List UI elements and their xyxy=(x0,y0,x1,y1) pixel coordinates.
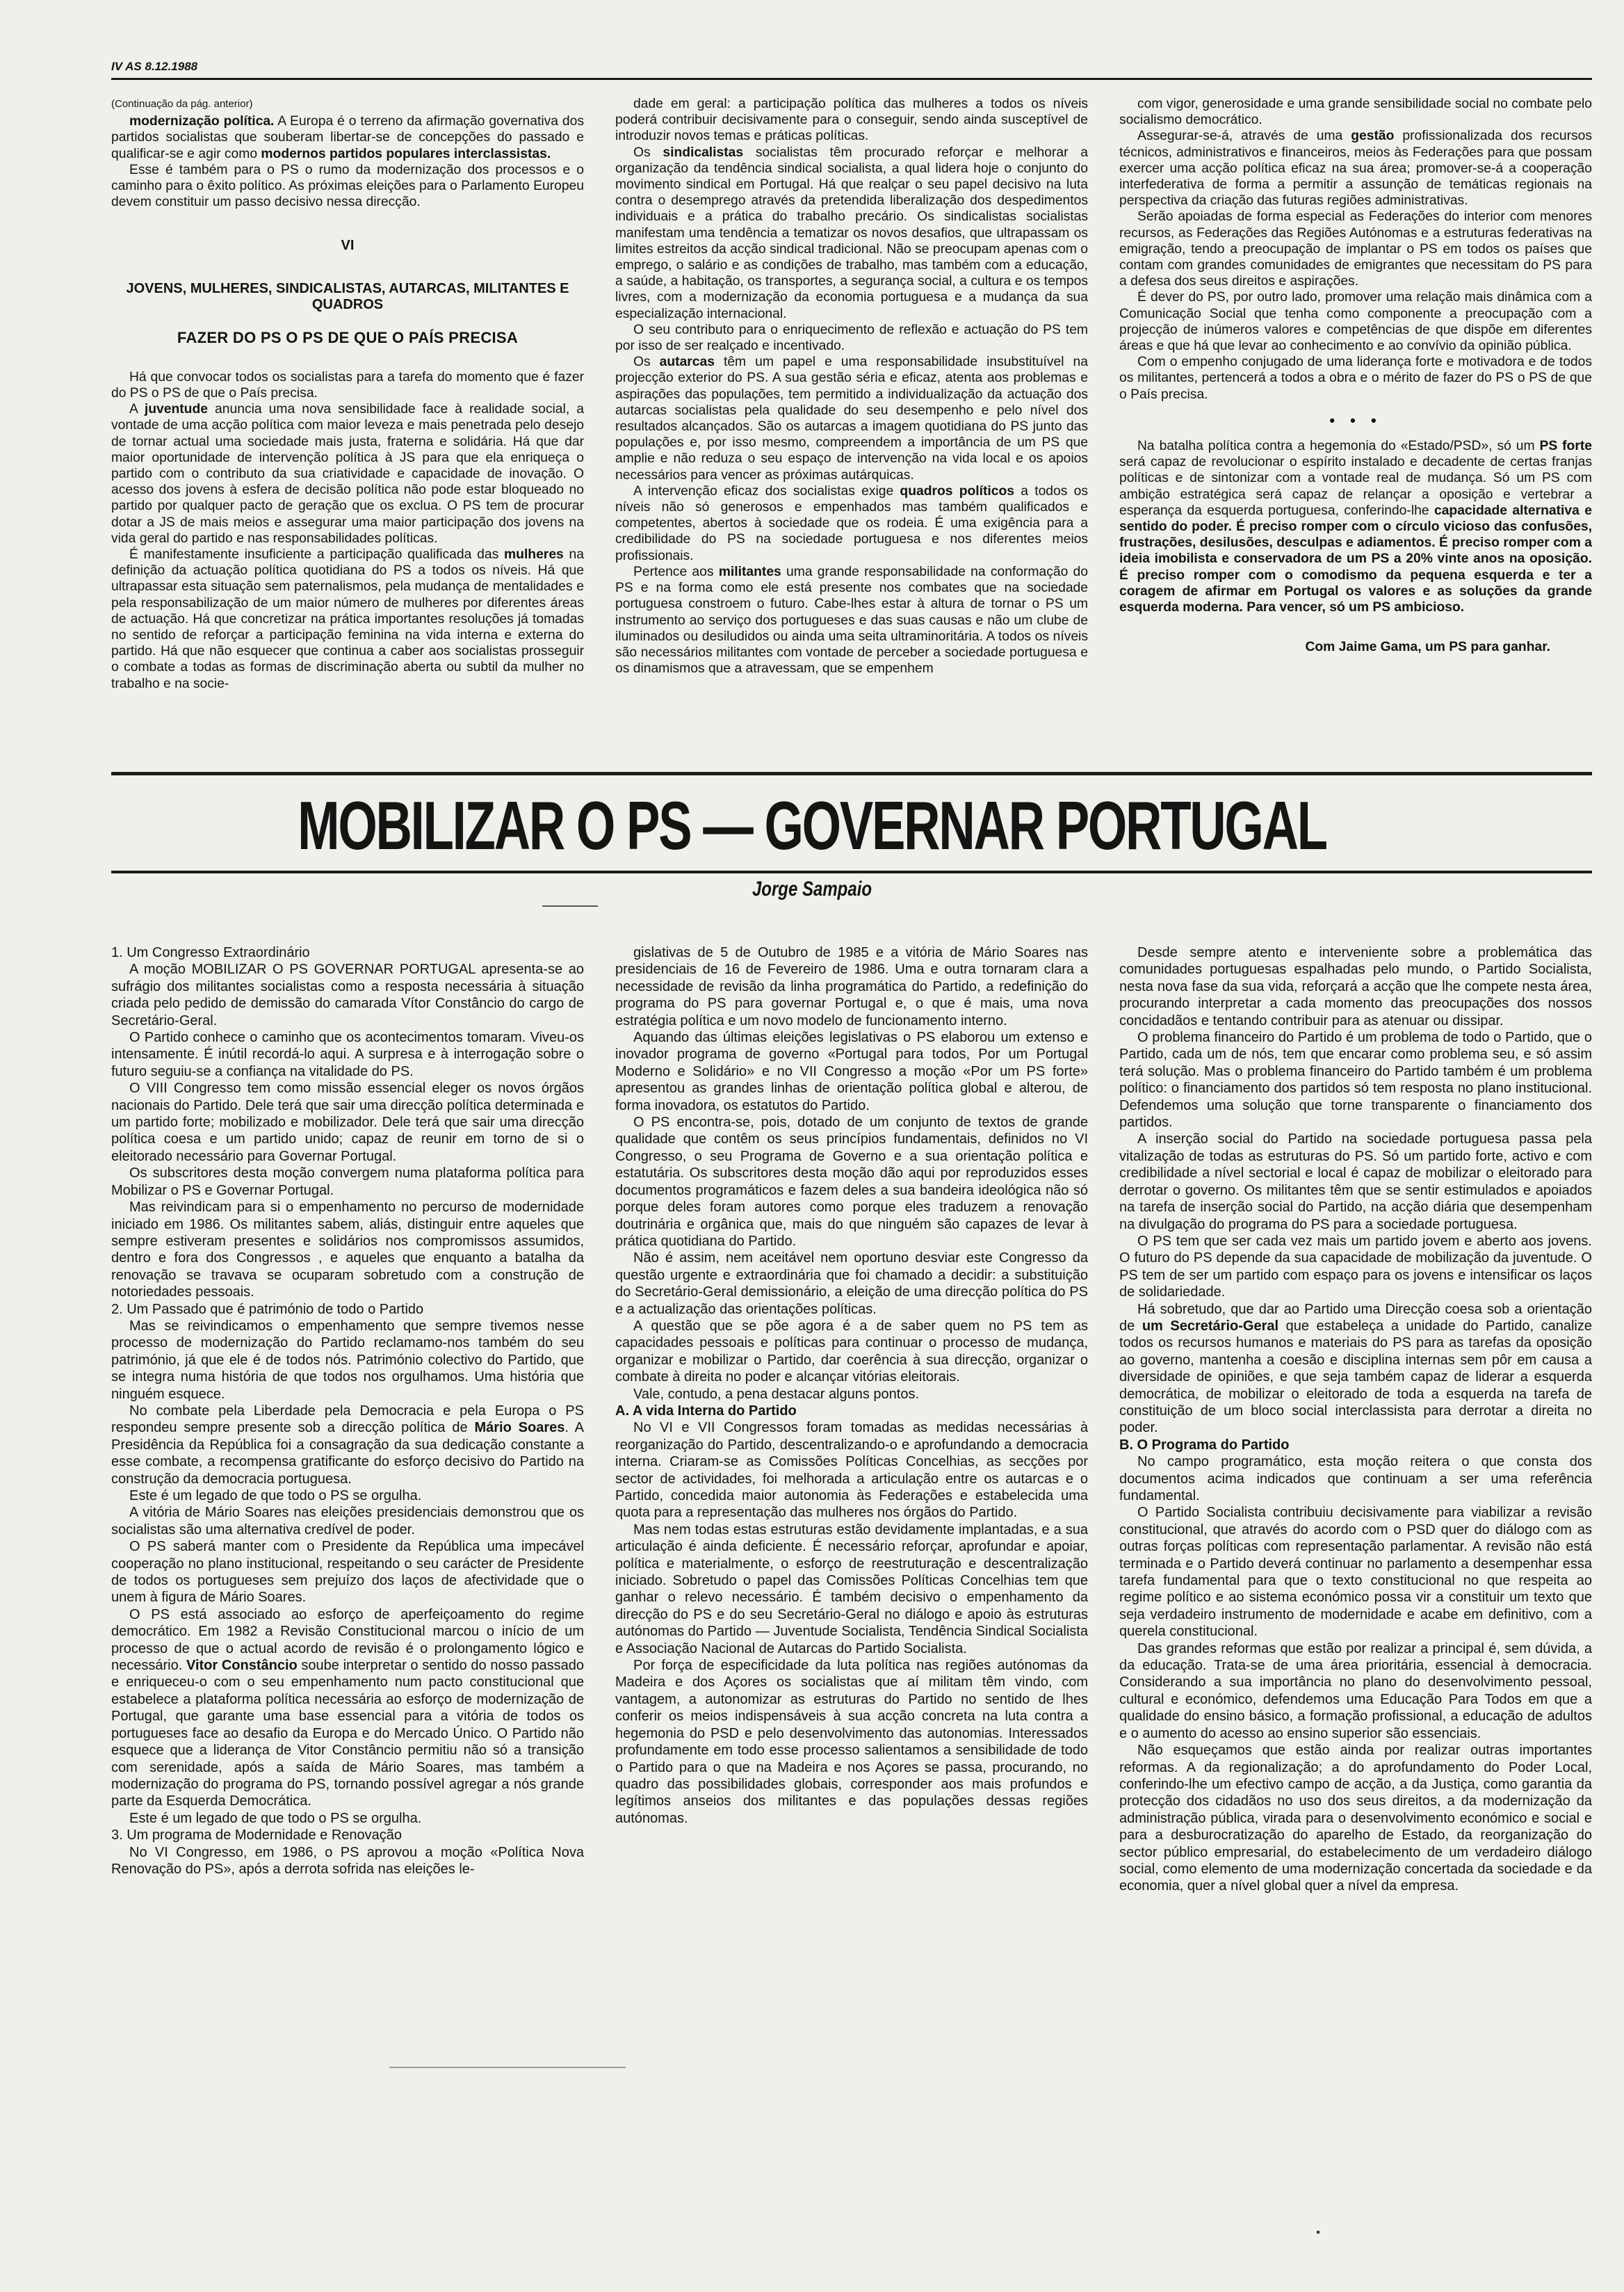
top-col3b-paragraphs xyxy=(1119,438,1592,615)
paragraph: No VI e VII Congressos foram tomadas as medidas necessárias à reorganização do Partido, descentralizando-o e aprofundando a democracia interna. Criaram-se as Comissões Políticas Concelhias, as secções por sector de actividades, foi melhorada a articulação entre os autarcas e o Partido, concedida maior autonomia às Federações e estabelecida uma quota para a representação das mulheres nos órgãos do Partido. xyxy=(615,1420,1088,1521)
bottom-col2-paragraphs xyxy=(615,944,1088,1827)
paragraph: Mas se reivindicamos o empenhamento que sempre tivemos nesse processo de modernização do Partido reclamamo-nos também do seu património, já que ele é de todos nós. Património colectivo do Partido, que se integra numa história de que todos nos orgulhamos. Uma história que ninguém esquece. xyxy=(111,1318,584,1402)
paragraph: É manifestamente insuficiente a participação qualificada das mulheres na definição da actuação política quotidiana do PS a todos os níveis. Há que ultrapassar esta situação sem paternalismos, pela mudança de mentalidades e pela responsabilização de um maior número de mulheres por diferentes áreas de actuação. Há que concretizar na prática importantes resoluções já tomadas no sentido de reforçar a participação feminina na vida interna e externa do partido. Há que não esquecer que continua a caber aos socialistas prosseguir o combate a todas as formas de discriminação aberta ou subtil da mulher no trabalho e na socie- xyxy=(111,547,584,691)
paragraph: A intervenção eficaz dos socialistas exige quadros políticos a todos os níveis não só generosos e empenhados mas também qualificados e competentes, abertos à sociedade que os rodeia. É uma exigência para a credibilidade do PS na sociedade portuguesa e nos diferentes meios profissionais. xyxy=(615,483,1088,563)
paragraph: Não é assim, nem aceitável nem oportuno desviar este Congresso da questão urgente e extraordinária que foi chamado a decidir: a substituição do Secretário-Geral demissionário, a eleição de uma direcção política do PS e a actualização das orientações políticas. xyxy=(615,1250,1088,1317)
paragraph: Na batalha política contra a hegemonia do «Estado/PSD», só um PS forte será capaz de revolucionar o espírito instalado e decadente de certas franjas políticas e de sintonizar com a vontade real de mudança. Só um PS com ambição estratégica será capaz de relançar a oposição e vertebrar a esperança da esquerda portuguesa, conferindo-lhe capacidade alternativa e sentido do poder. É preciso romper com o círculo vicioso das confusões, frustrações, desilusões, desculpas e adiamentos. É preciso romper com a ideia imobilista e conservadora de um PS a 20% vinte anos na oposição. É preciso romper com o comodismo da pequena esquerda e ter a coragem de afirmar em Portugal os valores e as soluções da grande esquerda moderna. Para vencer, só um PS ambicioso. xyxy=(1119,439,1592,615)
issue-header: IV AS 8.12.1988 xyxy=(111,60,198,73)
author-byline: Jorge Sampaio xyxy=(752,878,872,901)
paragraph: O Partido Socialista contribuiu decisivamente para viabilizar a revisão constitucional, que através do acordo com o PSD quer do diálogo com as outras forças políticas com representação parlamentar. A revisão não está terminada e o Partido deverá continuar no parlamento a desempenhar essa tarefa fundamental para que o texto constitucional no que respeita ao regime político e ao sistema económico possa vir a constituir um texto que seja verdadeiro instrumento de modernidade e acabe em definitivo, com a querela constitucional. xyxy=(1119,1505,1592,1640)
paragraph: Este é um legado de que todo o PS se orgulha. xyxy=(129,1488,422,1503)
paragraph: Os subscritores desta moção convergem numa plataforma política para Mobilizar o PS e Governar Portugal. xyxy=(111,1165,584,1198)
paragraph: Aquando das últimas eleições legislativas o PS elaborou um extenso e inovador programa de governo «Portugal para todos, Por um Portugal Moderno e Solidário» e no VII Congresso a moção «Por um PS forte» apresentou as grandes linhas de orientação política global e alterou, de forma inovadora, os estatutos do Partido. xyxy=(615,1030,1088,1113)
top-rule xyxy=(111,78,1592,80)
paragraph: Desde sempre atento e interveniente sobre a problemática das comunidades portuguesas espalhadas pelo mundo, o Partido Socialista, nesta nova fase da sua vida, reforçará a acção que lhe compete nesta área, procurando interpretar a cada momento das preocupações dos nossos concidadãos e tentando contribuir para as atenuar ou dissipar. xyxy=(1119,945,1592,1028)
print-smudge xyxy=(389,2067,626,2068)
bottom-column-3 xyxy=(1119,944,1592,2029)
top-col3-paragraphs xyxy=(1119,96,1592,403)
paragraph: Há que convocar todos os socialistas para a tarefa do momento que é fazer do PS o PS de que o País precisa. xyxy=(111,369,584,401)
paragraph: O problema financeiro do Partido é um problema de todo o Partido, que o Partido, cada um de nós, tem que encarar como problema seu, e só assim terá solução. Mas o problema financeiro do Partido também é um problema político: o financiamento dos partidos só tem resposta no plano institucional. Defendemos uma solução que torne transparente o financiamento dos partidos. xyxy=(1119,1030,1592,1131)
paragraph: No VI Congresso, em 1986, o PS aprovou a moção «Política Nova Renovação do PS», após a derrota sofrida nas eleições le- xyxy=(111,1844,584,1877)
top-column-3 xyxy=(1119,96,1592,757)
top-column-2 xyxy=(615,96,1088,757)
article-signature: Com Jaime Gama, um PS para ganhar. xyxy=(1305,640,1550,655)
bottom-col3-paragraphs xyxy=(1119,944,1592,1895)
print-dot xyxy=(1317,2231,1320,2234)
paragraph: O VIII Congresso tem como missão essencial eleger os novos órgãos nacionais do Partido. Dele terá que sair uma direcção política determinada e um partido forte; mobilizado e mobilizador. Dele terá que sair uma direcção política coesa e um partido unido; capaz de reunir em torno de si o eleitorado necessário para Governar Portugal. xyxy=(111,1081,584,1164)
paragraph: A questão que se põe agora é a de saber quem no PS tem as capacidades pessoais e políticas para continuar o processo de mudança, organizar e mobilizar o Partido, dar coerência à sua direcção, organizar o combate à direita no poder e alcançar vitórias eleitorais. xyxy=(615,1318,1088,1385)
paragraph: Mas nem todas estas estruturas estão devidamente implantadas, e a sua articulação é ainda deficiente. É necessário reforçar, aprofundar e apoiar, política e materialmente, o esforço de reestruturação e descentralização iniciado. Sobretudo o papel das Comissões Políticas Concelhias tem que ganhar o relevo necessário. É também decisivo o empenhamento da direcção do PS e do seu Secretário-Geral no diálogo e apoio às estruturas autónomas do Partido — Juventude Socialista, Tendência Sindical Socialista e Associação Nacional de Autarcas do Partido Socialista. xyxy=(615,1522,1088,1656)
paragraph: O PS está associado ao esforço de aperfeiçoamento do regime democrático. Em 1982 a Revisão Constitucional marcou o início de um processo de que o actual acordo de revisão é o prolongamento lógico e necessário. Vitor Constâncio soube interpretar o sentido do nosso passado e enriqueceu-o com o seu empenhamento num pacto constitucional que estabelece a plataforma política necessária ao esforço de modernização de Portugal, que garante uma base essencial para a vitória de todos os portugueses face ao desafio da Europa e do Mercado Único. O Partido não esquece que a liderança de Vitor Constâncio permitiu não só a transição com serenidade, após a saída de Mário Soares, mas também a modernização do programa do PS, tornando possível agregar a nós grande parte da Esquerda Democrática. xyxy=(111,1606,584,1809)
paragraph: gislativas de 5 de Outubro de 1985 e a vitória de Mário Soares nas presidenciais de 16 de Fevereiro de 1986. Uma e outra tornaram clara a necessidade de revisão da linha programática do Partido, a redefinição do programa do PS para governar Portugal e, o que é mais, uma nova estratégia política e um novo modelo de funcionamento interno. xyxy=(615,945,1088,1028)
paragraph: Por força de especificidade da luta política nas regiões autónomas da Madeira e dos Açores os socialistas que aí militam têm vindo, com vantagem, a autonomizar as estruturas do Partido no sentido de lhes conferir os meios indispensáveis à sua acção concreta na luta contra a hegemonia do PSD e pelo desenvolvimento das autonomias. Interessados profundamente em todo esse processo salientamos a sensibilidade de todo o Partido para o que na Madeira e nos Açores se passa, procurando, no quadro das possibilidades globais, corresponder aos mais profundos e legítimos anseios dos militantes e das populações dessas regiões autónomas. xyxy=(615,1658,1088,1826)
paragraph: A juventude anuncia uma nova sensibilidade face à realidade social, a vontade de uma acção política com maior leveza e mais penetrada pelo desejo de tornar actual uma sociedade mais justa, fraterna e solidária. Há que dar maior oportunidade de intervenção política à JS para que ela enriqueça o partido com o contributo da sua criatividade e capacidade de inovação. O acesso dos jovens à esfera de decisão política não pode estar bloqueado no partido por qualquer pacto de geração que os exclua. O PS tem de procurar dotar a JS de mais meios e assegurar uma maior participação dos jovens na vida geral do partido e nas responsabilidades políticas. xyxy=(111,402,584,546)
section-title: JOVENS, MULHERES, SINDICALISTAS, AUTARCAS, MILITANTES E QUADROS xyxy=(126,280,569,312)
subsection-heading: 3. Um programa de Modernidade e Renovação xyxy=(111,1827,403,1843)
paragraph: O seu contributo para o enriquecimento de reflexão e actuação do PS tem por isso de ser realçado e incentivado. xyxy=(615,322,1088,354)
headline-rule-top xyxy=(111,772,1592,775)
top-col1b-paragraphs xyxy=(111,369,584,692)
headline-rule-bottom xyxy=(111,871,1592,873)
paragraph: Este é um legado de que todo o PS se orgulha. xyxy=(129,1810,422,1826)
paragraph: No combate pela Liberdade pela Democracia e pela Europa o PS respondeu sempre presente sob a direcção política de Mário Soares. A Presidência da República foi a consagração da sua dedicação constante a esse combate, a recompensa gratificante do esforço decisivo do Partido na construção da democracia portuguesa. xyxy=(111,1403,584,1487)
subsection-heading: 1. Um Congresso Extraordinário xyxy=(111,945,310,960)
paragraph: Assegurar-se-á, através de uma gestão profissionalizada dos recursos técnicos, administrativos e financeiros, meios às Federações para que possam exercer uma acção política eficaz na sua área; promover-se-á a cooperação interfederativa de forma a permitir a assunção de temáticas regionais na perspectiva da criação das futuras regiões administrativas. xyxy=(1119,129,1592,209)
top-col1-paragraphs xyxy=(111,113,584,210)
paragraph: O PS encontra-se, pois, dotado de um conjunto de textos de grande qualidade que contêm os seus princípios fundamentais, definidos no VI Congresso, o seu Programa de Governo e a sua orientação política e estatutária. Os subscritores desta moção dão aqui por reproduzidos esses documentos programáticos e fazem deles a sua bandeira ideológica não só porque deles foram autores como porque eles traduzem a renovação doutrinária e orgânica que, mais do que ninguém são capazes de levar à prática quotidiana do Partido. xyxy=(615,1115,1088,1249)
paragraph: Há sobretudo, que dar ao Partido uma Direcção coesa sob a orientação de um Secretário-Geral que estabeleça a unidade do Partido, canalize todos os recursos humanos e materiais do PS para as tarefas da oposição ao governo, mantenha a coesão e disciplina internas sem pôr em causa a diversidade de opiniões, e que seja também capaz de liderar a esquerda democrática, de mobilizar o eleitorado de toda a esquerda na tarefa de constituição de um bloco social interclassista para derrotar a direita no poder. xyxy=(1119,1301,1592,1436)
paragraph: Com o empenho conjugado de uma liderança forte e motivadora e de todos os militantes, pertencerá a todos a obra e o mérito de fazer do PS o PS de que o País precisa. xyxy=(1119,355,1592,402)
subsection-heading: A. A vida Interna do Partido xyxy=(615,1403,797,1419)
paragraph: Vale, contudo, a pena destacar alguns pontos. xyxy=(633,1386,920,1402)
paragraph: O PS tem que ser cada vez mais um partido jovem e aberto aos jovens. O futuro do PS depende da sua capacidade de mobilização da juventude. O PS tem de ser um partido com espaço para os jovens e intensificar os laços de solidariedade. xyxy=(1119,1233,1592,1300)
paragraph: O Partido conhece o caminho que os acontecimentos tomaram. Viveu-os intensamente. É inútil recordá-lo aqui. A surpresa e à interrogação sobre o futuro seguiu-se a confiança na vitalidade do PS. xyxy=(111,1030,584,1079)
bottom-column-1 xyxy=(111,944,584,2029)
paragraph: com vigor, generosidade e uma grande sensibilidade social no combate pelo socialismo democrático. xyxy=(1119,97,1592,128)
decorative-mark xyxy=(542,905,598,907)
bottom-col1-paragraphs xyxy=(111,944,584,1878)
section-number: VI xyxy=(341,238,355,254)
paragraph: A vitória de Mário Soares nas eleições presidenciais demonstrou que os socialistas são uma alternativa credível de poder. xyxy=(111,1505,584,1538)
bottom-column-2 xyxy=(615,944,1088,2029)
paragraph: É dever do PS, por outro lado, promover uma relação mais dinâmica com a Comunicação Social que tenha como componente a preocupação com a projecção de inúmeros valores e competências de que dispõe em diferentes áreas e que há que levar ao conhecimento e ao convívio da opinião pública. xyxy=(1119,290,1592,354)
main-article xyxy=(111,944,1592,2029)
paragraph: No campo programático, esta moção reitera o que consta dos documentos acima indicados que continuam a ser uma referência fundamental. xyxy=(1119,1454,1592,1503)
paragraph: Serão apoiadas de forma especial as Federações do interior com menores recursos, as Federações das Regiões Autónomas e a estruturas federativas na emigração, tendo a preocupação de implantar o PS em todos os países que contam com grandes comunidades de emigrantes que necessitam do PS para a defesa dos seus direitos e aspirações. xyxy=(1119,209,1592,289)
top-column-1 xyxy=(111,96,584,757)
subsection-heading: B. O Programa do Partido xyxy=(1119,1437,1290,1453)
paragraph: dade em geral: a participação política das mulheres a todos os níveis poderá contribuir decisivamente para o conseguir, sendo ainda susceptível de introduzir novos temas e práticas políticas. xyxy=(615,97,1088,144)
paragraph: Esse é também para o PS o rumo da modernização dos processos e o caminho para o êxito político. As próximas eleições para o Parlamento Europeu devem constituir um passo decisivo nessa direcção. xyxy=(111,162,584,210)
top-article xyxy=(111,96,1592,757)
top-col2-paragraphs xyxy=(615,96,1088,677)
paragraph: Das grandes reformas que estão por realizar a principal é, sem dúvida, a da educação. Trata-se de uma área prioritária, essencial à democracia. Considerando a sua importância no plano do desenvolvimento pessoal, cultural e económico, defendemos uma Educação Para Todos em que a qualidade do ensino básico, a formação profissional, a educação de adultos e o aumento do acesso ao ensino superior são essenciais. xyxy=(1119,1640,1592,1741)
section-subtitle: FAZER DO PS O PS DE QUE O PAÍS PRECISA xyxy=(177,328,519,346)
main-headline: MOBILIZAR O PS — GOVERNAR PORTUGAL xyxy=(298,787,1326,864)
paragraph: Pertence aos militantes uma grande responsabilidade na conformação do PS e na forma como ele está presente nos combates que na sociedade portuguesa constroem o futuro. Cabe-lhes estar à altura de tornar o PS um instrumento ao serviço dos portugueses e das suas causas e não um clube de iluminados ou desiludidos ou ainda uma seita ultraminoritária. A todos os níveis são necessários militantes com vontade de perceber a sociedade portuguesa e os dinamismos que a atravessam, que se empenhem xyxy=(615,564,1088,677)
section-separator: • • • xyxy=(1329,411,1382,429)
paragraph: A moção MOBILIZAR O PS GOVERNAR PORTUGAL apresenta-se ao sufrágio dos militantes socialistas como a resposta necessária à situação criada pelo pedido de demissão do camarada Vítor Constâncio do cargo de Secretário-Geral. xyxy=(111,962,584,1028)
continuation-note: (Continuação da pág. anterior) xyxy=(111,98,253,110)
paragraph: Mas reivindicam para si o empenhamento no percurso de modernidade iniciado em 1986. Os militantes sabem, aliás, distinguir entre aqueles que sempre estiveram presentes e solidários nos compromissos assumidos, dentro e fora dos Congressos , e aqueles que enquanto a batalha da renovação se travava se ocuparam sobretudo com a construção de notoriedades pessoais. xyxy=(111,1200,584,1300)
paragraph: Os autarcas têm um papel e uma responsabilidade insubstituível na projecção exterior do PS. A sua gestão séria e eficaz, atenta aos problemas e aspirações das populações, tem permitido a individualização da actuação dos autarcas socialistas pela qualidade do seu desempenho e pelo nível dos resultados alcançados. São os autarcas a imagem quotidiana do PS junto das populações e, por isso mesmo, compreendem a importância de um PS que amplie e não reduza o seu espaço de intervenção na vida local e os apoios necessários para vencer as próximas autárquicas. xyxy=(615,355,1088,483)
paragraph: O PS saberá manter com o Presidente da República uma impecável cooperação no plano institucional, respeitando o seu carácter de Presidente de todos os portugueses sem prejuízo dos laços de afectividade que o unem à figura de Mário Soares. xyxy=(111,1539,584,1606)
subsection-heading: 2. Um Passado que é património de todo o Partido xyxy=(111,1301,424,1317)
paragraph: Não esqueçamos que estão ainda por realizar outras importantes reformas. A da regionalização; a do aprofundamento do Poder Local, conferindo-lhe um efectivo campo de acção, a da Justiça, como garantia da protecção dos cidadãos no uso dos seus direitos, a da modernização da administração pública, virada para o desenvolvimento económico e social e para a desburocratização do aparelho de Estado, da reorganização do sector público empresarial, do estabelecimento de um verdadeiro diálogo social, como elemento de uma modernização concertada da sociedade e da economia, quer a nível global quer a nível da empresa. xyxy=(1119,1743,1592,1894)
paragraph: modernização política. A Europa é o terreno da afirmação governativa dos partidos socialistas que souberam libertar-se de concepções do passado e qualificar-se e agir como modernos partidos populares interclassistas. xyxy=(111,114,584,161)
paragraph: Os sindicalistas socialistas têm procurado reforçar e melhorar a organização da tendência sindical socialista, a qual lidera hoje o conjunto do movimento sindical em Portugal. Há que realçar o seu papel decisivo na luta contra o desemprego através da pretendida liberalização dos despedimentos individuais e a prática do trabalho precário. Os sindicalistas socialistas manifestam uma tendência a tematizar os novos desafios, que ultrapassam os limites estreitos da acção sindical tradicional. Não se preocupam apenas com o emprego, o salário e as condições de trabalho, mas também com a educação, a saúde, a habitação, os transportes, a segurança social, a cultura e os tempos livres, com a modernização da economia portuguesa e a mudança da sua especialização internacional. xyxy=(615,145,1088,321)
paragraph: A inserção social do Partido na sociedade portuguesa passa pela vitalização de todas as estruturas do PS. Só um partido forte, activo e com credibilidade a nível sectorial e local é capaz de mobilizar o eleitorado para derrotar o governo. Os militantes têm que se sentir estimulados e apoiados na tarefa de inserção social do Partido, na acção diária que desempenham na divulgação do programa do PS para a sociedade portuguesa. xyxy=(1119,1131,1592,1232)
